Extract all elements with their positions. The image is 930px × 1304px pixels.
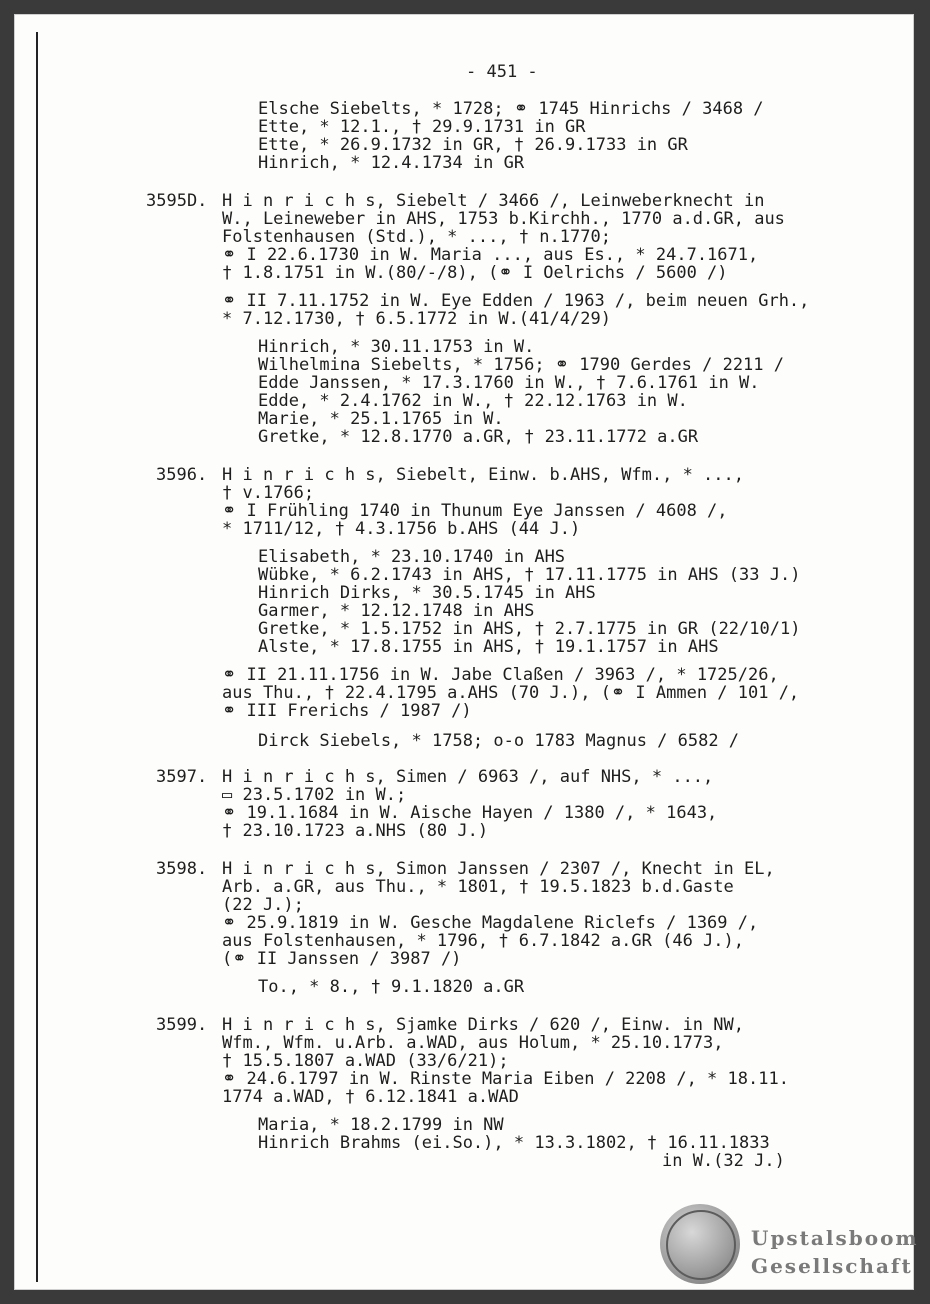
text-line: ⚭ 24.6.1797 in W. Rinste Maria Eiben / 2208 /, * 18.11. <box>222 1069 789 1089</box>
text-line: † 1.8.1751 in W.(80/-/8), (⚭ I Oelrichs / 5600 /) <box>222 263 728 283</box>
entry-number: 3595D. <box>146 191 208 211</box>
text-line: Elsche Siebelts, * 1728; ⚭ 1745 Hinrichs / 3468 / <box>258 99 764 119</box>
text-line: Edde, * 2.4.1762 in W., † 22.12.1763 in W. <box>258 391 688 411</box>
text-line: * 7.12.1730, † 6.5.1772 in W.(41/4/29) <box>222 309 611 329</box>
text-line: ▭ 23.5.1702 in W.; <box>222 785 407 805</box>
text-line: ⚭ II 7.11.1752 in W. Eye Edden / 1963 /, beim neuen Grh., <box>222 291 810 311</box>
text-line: Elisabeth, * 23.10.1740 in AHS <box>258 547 566 567</box>
text-line: (22 J.); <box>222 895 304 915</box>
text-line: Marie, * 25.1.1765 in W. <box>258 409 504 429</box>
text-line: Hinrich, * 12.4.1734 in GR <box>258 153 525 173</box>
entry-number: 3596. <box>156 465 208 485</box>
text-line: Gretke, * 1.5.1752 in AHS, † 2.7.1775 in GR (22/10/1) <box>258 619 801 639</box>
text-line: ⚭ I Frühling 1740 in Thunum Eye Janssen / 4608 /, <box>222 501 728 521</box>
text-line: Folstenhausen (Std.), * ..., † n.1770; <box>222 227 611 247</box>
entry-number: 3599. <box>156 1015 208 1035</box>
text-line: To., * 8., † 9.1.1820 a.GR <box>258 977 525 997</box>
text-line: H i n r i c h s, Simon Janssen / 2307 /, Knecht in EL, <box>222 859 775 879</box>
text-line: Garmer, * 12.12.1748 in AHS <box>258 601 535 621</box>
text-line: Hinrich Brahms (ei.So.), * 13.3.1802, † 16.11.1833 <box>258 1133 770 1153</box>
text-line: Ette, * 26.9.1732 in GR, † 26.9.1733 in GR <box>258 135 688 155</box>
text-line: ⚭ I 22.6.1730 in W. Maria ..., aus Es., * 24.7.1671, <box>222 245 759 265</box>
entry-number: 3597. <box>156 767 208 787</box>
text-line: Arb. a.GR, aus Thu., * 1801, † 19.5.1823 b.d.Gaste <box>222 877 734 897</box>
text-line: (⚭ II Janssen / 3987 /) <box>222 949 462 969</box>
document-page <box>14 14 919 1290</box>
text-line: * 1711/12, † 4.3.1756 b.AHS (44 J.) <box>222 519 581 539</box>
text-line: Wfm., Wfm. u.Arb. a.WAD, aus Holum, * 25.10.1773, <box>222 1033 724 1053</box>
text-line: Wilhelmina Siebelts, * 1756; ⚭ 1790 Gerdes / 2211 / <box>258 355 784 375</box>
text-line: ⚭ 25.9.1819 in W. Gesche Magdalene Riclefs / 1369 /, <box>222 913 759 933</box>
text-line: Maria, * 18.2.1799 in NW <box>258 1115 504 1135</box>
text-line: in W.(32 J.) <box>662 1151 785 1171</box>
text-line: H i n r i c h s, Siebelt, Einw. b.AHS, Wfm., * ..., <box>222 465 744 485</box>
text-line: aus Thu., † 22.4.1795 a.AHS (70 J.), (⚭ I Ammen / 101 /, <box>222 683 800 703</box>
text-line: ⚭ II 21.11.1756 in W. Jabe Claßen / 3963 /, * 1725/26, <box>222 665 779 685</box>
text-line: Ette, * 12.1., † 29.9.1731 in GR <box>258 117 586 137</box>
text-line: Hinrich Dirks, * 30.5.1745 in AHS <box>258 583 596 603</box>
text-line: ⚭ III Frerichs / 1987 /) <box>222 701 472 721</box>
text-line: 1774 a.WAD, † 6.12.1841 a.WAD <box>222 1087 519 1107</box>
logo-line-2: Gesellschaft <box>751 1254 913 1278</box>
text-line: ⚭ 19.1.1684 in W. Aische Hayen / 1380 /, * 1643, <box>222 803 718 823</box>
text-line: † 23.10.1723 a.NHS (80 J.) <box>222 821 489 841</box>
text-line: H i n r i c h s, Sjamke Dirks / 620 /, Einw. in NW, <box>222 1015 744 1035</box>
entry-number: 3598. <box>156 859 208 879</box>
text-line: W., Leineweber in AHS, 1753 b.Kirchh., 1770 a.d.GR, aus <box>222 209 785 229</box>
text-line: † 15.5.1807 a.WAD (33/6/21); <box>222 1051 509 1071</box>
upstalsboom-seal-icon <box>660 1204 740 1284</box>
text-line: H i n r i c h s, Simen / 6963 /, auf NHS, * ..., <box>222 767 714 787</box>
text-line: Hinrich, * 30.11.1753 in W. <box>258 337 535 357</box>
text-line: H i n r i c h s, Siebelt / 3466 /, Leinweberknecht in <box>222 191 765 211</box>
text-line: † v.1766; <box>222 483 315 503</box>
left-margin-rule <box>36 32 38 1282</box>
page-number: - 451 - <box>466 62 538 82</box>
text-line: Wübke, * 6.2.1743 in AHS, † 17.11.1775 in AHS (33 J.) <box>258 565 801 585</box>
text-line: Gretke, * 12.8.1770 a.GR, † 23.11.1772 a.GR <box>258 427 699 447</box>
text-line: Edde Janssen, * 17.3.1760 in W., † 7.6.1761 in W. <box>258 373 760 393</box>
text-line: Alste, * 17.8.1755 in AHS, † 19.1.1757 in AHS <box>258 637 719 657</box>
logo-line-1: Upstalsboom <box>751 1226 919 1250</box>
text-line: aus Folstenhausen, * 1796, † 6.7.1842 a.GR (46 J.), <box>222 931 744 951</box>
text-line: Dirck Siebels, * 1758; o-o 1783 Magnus / 6582 / <box>258 731 740 751</box>
